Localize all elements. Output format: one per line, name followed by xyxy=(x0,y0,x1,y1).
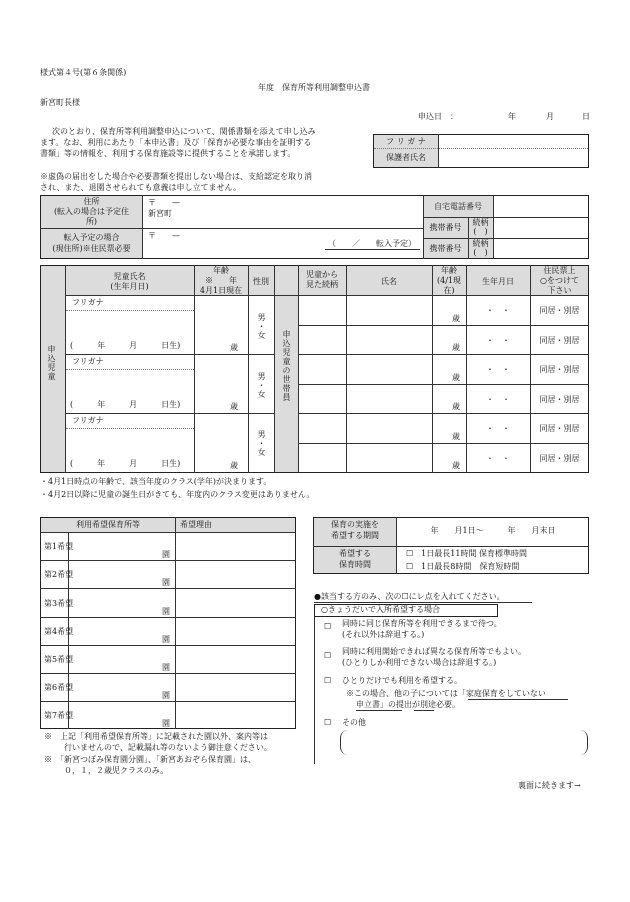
move-in-label: 転入予定の場合 xyxy=(63,233,120,242)
mobile2-label: 携帯番号 xyxy=(429,244,462,253)
wish5-label: 第5希望 xyxy=(44,655,74,664)
household4-residence[interactable]: 同居・別居 xyxy=(539,395,580,404)
intro-line2: ます。なお、利用にあたり「本申込書」及び「保育が必要な事由を証明する xyxy=(40,138,312,147)
mobile2-relation-paren: ( ) xyxy=(473,248,488,257)
wish1-label: 第1希望 xyxy=(44,542,74,551)
household2-birth: ・ ・ xyxy=(486,336,510,345)
footnote-2-cont: ０，１，２歳児クラスのみ。 xyxy=(64,766,169,775)
child-name-header: 児童氏名 xyxy=(113,272,146,281)
date-day: 日 xyxy=(582,112,590,121)
household6-age-unit: 歳 xyxy=(452,461,460,470)
addressee: 新宮町長様 xyxy=(40,98,80,107)
child-sex-header: 性別 xyxy=(253,277,269,286)
household6-residence[interactable]: 同居・別居 xyxy=(539,454,580,463)
household1-age-unit: 歳 xyxy=(452,314,460,323)
mobile1-relation: 続柄 xyxy=(472,218,489,227)
household3-residence[interactable]: 同居・別居 xyxy=(539,365,580,374)
household5-age-unit: 歳 xyxy=(452,432,460,441)
wish5-unit: 園 xyxy=(162,663,170,672)
footnote-2: ※ 「新宮つぼみ保育園分園」、「新宮あおぞら保育園」は、 xyxy=(44,755,256,764)
continue-note: 裏面に続きます→ xyxy=(518,781,581,790)
wish6-label: 第6希望 xyxy=(44,683,74,692)
home-phone-label: 自宅電話番号 xyxy=(434,202,482,211)
household-relation-header: 児童から xyxy=(306,270,338,279)
address-label: 住所 xyxy=(83,197,100,206)
household2-residence[interactable]: 同居・別居 xyxy=(539,336,580,345)
sibling-opt3-checkbox[interactable]: ☐ xyxy=(324,676,332,685)
child3-furigana: フリガナ xyxy=(72,416,104,425)
child2-furigana: フリガナ xyxy=(72,357,104,366)
sibling-opt1-checkbox[interactable]: ☐ xyxy=(324,622,332,631)
household2-age-unit: 歳 xyxy=(452,343,460,352)
child1-birth: ( 年 月 日生) xyxy=(70,341,181,350)
hours-label-sub: 保育時間 xyxy=(339,560,371,569)
mobile1-label: 携帯番号 xyxy=(429,223,462,232)
household1-birth: ・ ・ xyxy=(486,306,510,315)
household-birth-header: 生年月日 xyxy=(482,277,514,286)
address-town: 新宮町 xyxy=(148,209,172,218)
home-phone-field[interactable] xyxy=(494,196,588,217)
warning-line1: ※虚偽の届出をした場合や必要書類を提出しない場合は、支給認定を取り消 xyxy=(40,172,312,181)
intro-line3: 書類」等の情報を、利用する保育施設等に提供することを承諾します。 xyxy=(40,149,296,158)
sibling-opt1-note: (それ以外は辞退する。) xyxy=(342,630,425,639)
address-label-sub2: 所) xyxy=(85,217,98,226)
footnote-1-cont: 行いませんので、記載漏れ等のないよう御注意ください。 xyxy=(64,743,272,752)
child2-birth: ( 年 月 日生) xyxy=(70,400,181,409)
intro-line1: 次のとおり、保育所等利用調整申込について、関係書類を添えて申し込み xyxy=(52,127,316,136)
household4-birth: ・ ・ xyxy=(486,395,510,404)
date-month: 月 xyxy=(546,112,554,121)
sibling-opt3-text: ひとりだけでも利用を希望する。 xyxy=(342,676,462,685)
household6-birth: ・ ・ xyxy=(486,454,510,463)
hours-label: 希望する xyxy=(339,549,371,558)
wish6-unit: 園 xyxy=(162,691,170,700)
guardian-furigana-field[interactable] xyxy=(440,135,587,147)
move-in-date: （ ／ 転入予定） xyxy=(328,239,416,248)
note-birthday: ・4月2日以降に児童の誕生日がきても、年度内のクラス変更はありません。 xyxy=(40,490,315,499)
child-age-header: 年齢 xyxy=(213,266,229,275)
household3-birth: ・ ・ xyxy=(486,365,510,374)
sibling-opt4-checkbox[interactable]: ☐ xyxy=(324,718,332,727)
wish7-unit: 園 xyxy=(162,719,170,728)
form-title: 年度 保育所等利用調整申込書 xyxy=(258,83,370,92)
address-label-sub: (転入の場合は予定住 xyxy=(53,207,130,216)
household5-birth: ・ ・ xyxy=(486,424,510,433)
mobile1-relation-paren: ( ) xyxy=(473,227,488,236)
wish1-unit: 園 xyxy=(162,550,170,559)
household-age-header-sub: (4/1現 xyxy=(437,276,461,285)
sibling-opt3-note-cont: 申立書」の提出が別途必要。 xyxy=(356,700,460,709)
child2-age-unit: 歳 xyxy=(230,402,238,411)
sibling-opt2-note: (ひとりしか利用できない場合は辞退する。) xyxy=(342,658,497,667)
sibling-opt4-text: その他 xyxy=(342,718,366,727)
date-label: 申込日 ： xyxy=(418,112,458,121)
period-value[interactable]: 年 月1日～ 年 月末日 xyxy=(430,526,556,535)
wish2-label: 第2希望 xyxy=(44,570,74,579)
guardian-name-label: 保護者氏名 xyxy=(386,153,426,162)
household-residence-header: 住民票上 xyxy=(543,266,576,275)
sibling-opt2-text: 同時に利用開始できれば異なる保育所等でもよい。 xyxy=(342,647,526,656)
household5-residence[interactable]: 同居・別居 xyxy=(539,424,580,433)
warning-line2: され、また、退園させられても意義は申し立てません。 xyxy=(40,183,241,192)
guardian-name-field[interactable] xyxy=(440,149,587,167)
move-in-label-sub: (現住所)※住民票必要 xyxy=(52,244,131,253)
wish4-unit: 園 xyxy=(162,635,170,644)
household4-age-unit: 歳 xyxy=(452,402,460,411)
child2-sex[interactable]: 男・女 xyxy=(257,372,266,399)
child1-sex[interactable]: 男・女 xyxy=(257,313,266,340)
mobile2-field[interactable] xyxy=(494,239,588,258)
hours-option-short[interactable]: ☐ 1日最長8時間 保育短時間 xyxy=(406,562,520,571)
child3-sex[interactable]: 男・女 xyxy=(257,430,266,457)
footnote-1: ※ 上記「利用希望保育所等」に記載された園以外、案内等は xyxy=(44,732,268,741)
address-field[interactable] xyxy=(143,196,423,228)
period-label-sub: 希望する期間 xyxy=(331,531,379,540)
household-residence-header-sub: ○をつけて xyxy=(540,276,579,285)
household-relation-header-sub: 見た続柄 xyxy=(306,280,338,289)
child-name-header-sub: (生年月日) xyxy=(110,282,149,291)
household-side-label: 申込児童の世帯員 xyxy=(282,330,291,402)
wish-facility-header: 利用希望保育所等 xyxy=(76,520,140,529)
move-in-address-field[interactable] xyxy=(143,229,423,258)
child3-birth: ( 年 月 日生) xyxy=(70,459,181,468)
household-age-header-sub2: 在) xyxy=(443,286,455,295)
sibling-other-field[interactable] xyxy=(340,730,588,755)
period-label: 保育の実施を xyxy=(331,520,379,529)
guardian-furigana-label: フ リ ガ ナ xyxy=(386,137,426,146)
sibling-opt1-text: 同時に同じ保育所等を利用できるまで待つ。 xyxy=(342,619,502,628)
household-age-header: 年齢 xyxy=(441,266,457,275)
sibling-opt3-note: ※この場合、他の子については「家庭保育をしていない xyxy=(346,689,546,698)
wish3-label: 第3希望 xyxy=(44,599,74,608)
hours-option-standard[interactable]: ☐ 1日最長11時間 保育標準時間 xyxy=(406,549,527,558)
child3-age-unit: 歳 xyxy=(230,461,238,470)
address-postal: 〒 — xyxy=(148,198,180,207)
child-age-header-sub: ※ 年 xyxy=(205,276,237,285)
household-residence-header-sub2: 下さい xyxy=(547,286,572,295)
mobile1-field[interactable] xyxy=(494,218,588,238)
note-age-class: ・4月1日時点の年齢で、該当年度のクラス(学年)が決まります。 xyxy=(40,477,272,486)
child1-age-unit: 歳 xyxy=(230,343,238,352)
child1-furigana: フリガナ xyxy=(72,298,104,307)
wish3-unit: 園 xyxy=(162,607,170,616)
wish2-unit: 園 xyxy=(162,578,170,587)
sibling-opt2-checkbox[interactable]: ☐ xyxy=(324,651,332,660)
siblings-heading: ○きょうだいで入所希望する場合 xyxy=(321,605,440,614)
siblings-instruction: ●該当する方のみ、次の☐にレ点を入れてください。 xyxy=(314,592,505,601)
move-in-postal: 〒 — xyxy=(148,231,180,240)
child-age-header-sub2: 4月1日現在 xyxy=(199,286,243,295)
wish7-label: 第7希望 xyxy=(44,711,74,720)
household1-residence[interactable]: 同居・別居 xyxy=(539,306,580,315)
mobile2-relation: 続柄 xyxy=(472,239,489,248)
form-number: 様式第４号(第６条関係) xyxy=(40,68,127,77)
household-name-header: 氏名 xyxy=(381,277,397,286)
wish-reason-header: 希望理由 xyxy=(180,520,212,529)
wish4-label: 第4希望 xyxy=(44,627,74,636)
date-year: 年 xyxy=(508,112,516,121)
children-side-label: 申込児童 xyxy=(47,345,56,381)
household3-age-unit: 歳 xyxy=(452,373,460,382)
